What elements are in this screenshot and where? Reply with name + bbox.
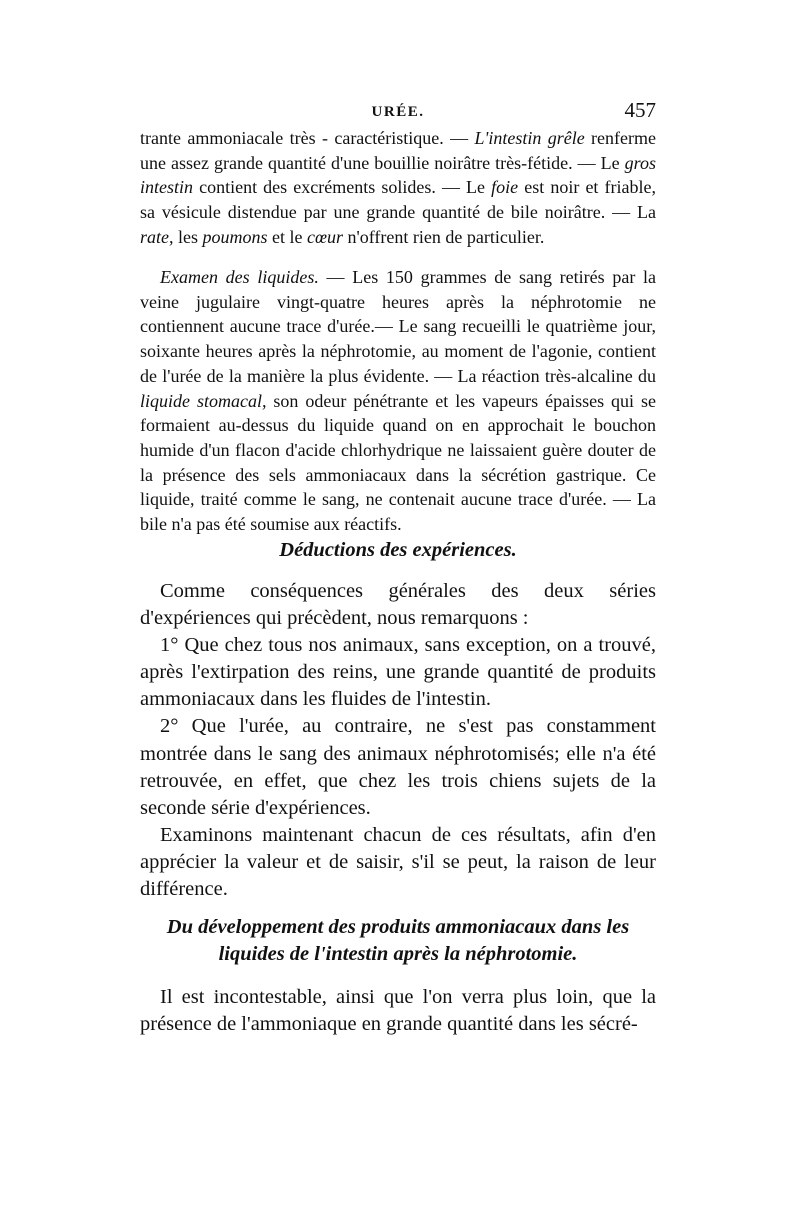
text: son odeur pénétrante et les vapeurs épaisses qui se formaient au-dessus du liquide quand on en approchait le bouchon humide d'un flacon d'acide chlorhydrique ne laissaient guère douter de la présence des sels ammoniacaux dans la sécrétion gastrique. Ce liquide, traité comme le sang, ne contenait aucune trace d'urée. — La bile n'a pas été soumise aux réactifs.	[140, 390, 656, 535]
page-number: 457	[624, 98, 656, 122]
term-rate: rate,	[140, 226, 174, 247]
paragraph-incontestable: Il est incontestable, ainsi que l'on verra plus loin, que la présence de l'ammoniaque en grande quantité dans les sécré-	[140, 986, 656, 1036]
text: contient des excréments solides. — Le	[193, 177, 492, 198]
subheading-examen: Examen des liquides.	[160, 267, 319, 287]
term-intestin-grele: L'intestin grêle	[474, 128, 585, 148]
heading-ammonia-line-1: Du développement des produits ammoniacaux dans les	[166, 916, 630, 938]
text: — Les 150 grammes de sang retirés par la veine jugulaire vingt-quatre heures après la néphrotomie ne contiennent aucune trace d'urée.— Le sang recueilli le quatrième jour, soixante heures après la néphrotomie, au moment de l'agonie, contient de l'urée de la manière la plus évidente. — La réaction très-alcaline du	[140, 267, 656, 386]
section-heading-deductions	[140, 539, 656, 562]
paragraph-final	[140, 984, 656, 1038]
text: n'offrent rien de particulier.	[343, 226, 545, 247]
paragraph-autopsy	[140, 126, 656, 250]
heading-ammonia-line-2: liquides de l'intestin après la néphrotomie.	[218, 943, 578, 965]
paragraph-point-2: 2° Que l'urée, au contraire, ne s'est pas constamment montrée dans le sang des animaux néphrotomisés; elle n'a été retrouvée, en effet, que chez les trois chiens sujets de la seconde série d'expériences.	[140, 715, 656, 819]
paragraph-liquids	[140, 265, 656, 537]
running-title: URÉE.	[371, 104, 425, 120]
term-gros-intestin: gros intestin	[140, 152, 656, 198]
paragraph-point-1: 1° Que chez tous nos animaux, sans exception, on a trouvé, après l'extirpation des reins, une grande quantité de produits ammoniacaux dans les fluides de l'intestin.	[140, 634, 656, 711]
page-header	[140, 98, 656, 128]
text: les	[173, 226, 203, 247]
text: trante ammoniacale très - caractéristique. —	[140, 128, 475, 148]
section-heading-ammonia	[140, 914, 656, 968]
term-coeur: cœur	[307, 226, 343, 247]
term-foie: foie	[491, 177, 519, 198]
term-liquide-stomacal: liquide stomacal,	[140, 390, 267, 411]
text: et le	[267, 226, 307, 247]
paragraph-examine: Examinons maintenant chacun de ces résultats, afin d'en apprécier la valeur et de saisir, s'il se peut, la raison de leur différence.	[140, 823, 656, 901]
text: est noir et friable, sa vésicule distendue par une grande quantité de bile noirâtre. — La	[140, 177, 656, 223]
conclusions-body	[140, 578, 656, 903]
text: renferme une assez grande quantité d'une bouillie noirâtre très-fétide. — Le	[140, 128, 657, 173]
heading-deductions: Déductions des expériences.	[279, 539, 517, 561]
paragraph-conclusions: Comme conséquences générales des deux séries d'expériences qui précèdent, nous remarquons :	[140, 580, 656, 630]
term-poumons: poumons	[202, 226, 268, 247]
